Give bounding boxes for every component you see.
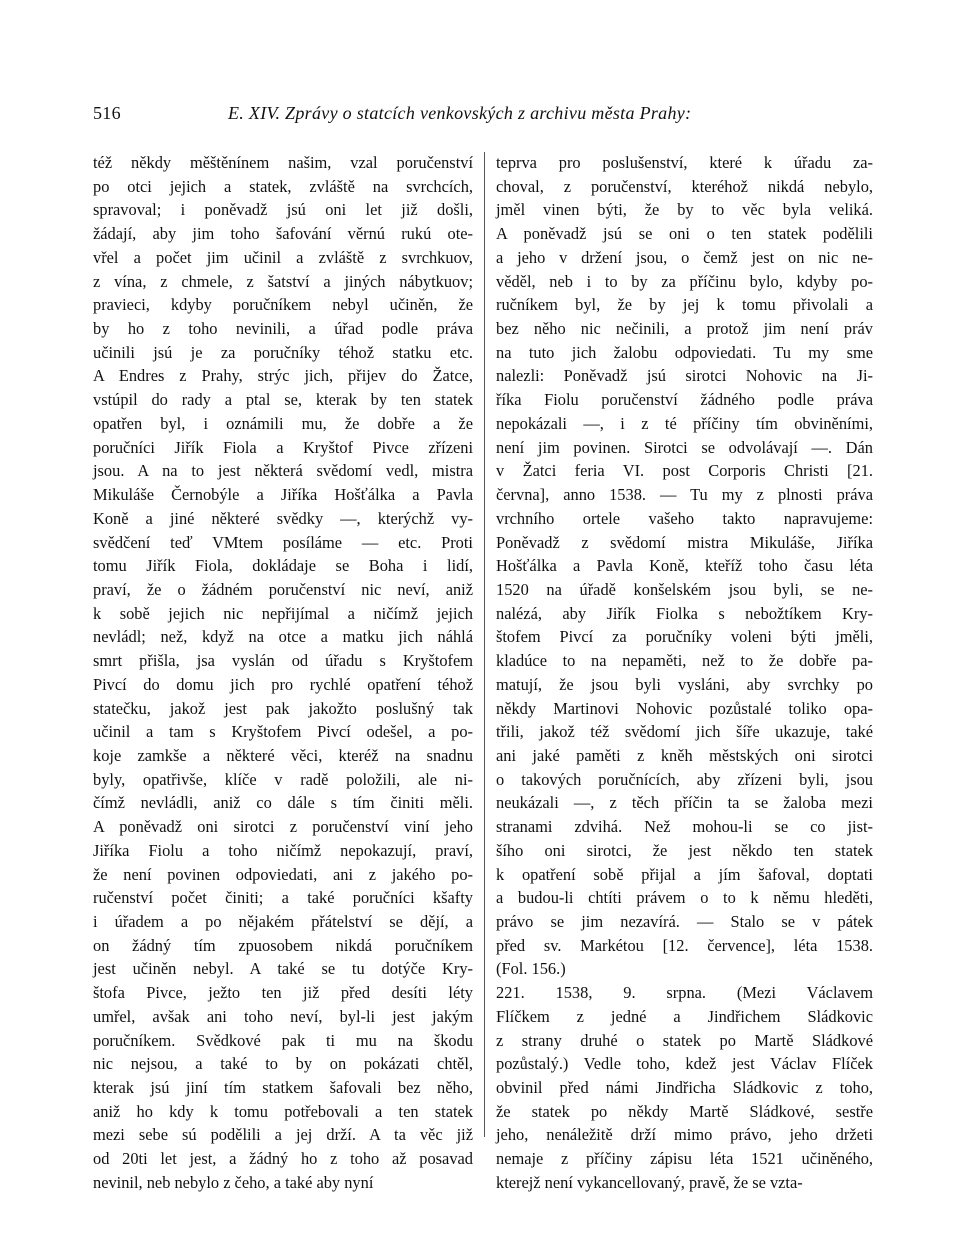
right-column-text-line: Flíčkem z jedné a Jindřichem Sládkovic (496, 1006, 873, 1026)
left-column-text-line: vstúpil do rady a ptal se, kterak by ten statek (93, 390, 473, 410)
right-column-text-line: není jim povinen. Sirotci se odvolávají —. Dán (496, 437, 873, 457)
left-column-text-line: Jiříka Fiolu a toho ničímž nepokazují, praví, (93, 840, 473, 860)
left-column-text-line: koje zamkše a některé věci, kteréž na snadnu (93, 745, 473, 765)
right-column (496, 151, 873, 1195)
right-column-text-line: věděl, neb i to by za příčinu bylo, kdyby po- (496, 271, 873, 291)
right-column-text-line: kterejž není vykancellovaný, pravě, že se vzta- (496, 1172, 803, 1192)
left-column-text-line: jest učiněn nebyl. A také se tu dotýče Kry- (93, 959, 473, 979)
left-column-text-line: Koně a jiné některé svědky —, kterýchž vy- (93, 508, 473, 528)
right-column-text-line: že statek po někdy Martě Sládkové, sestře (496, 1101, 873, 1121)
right-column-text-line: šího oni sirotci, že jest někdo ten statek (496, 840, 873, 860)
left-column-text-line: k sobě jejich nic nepřijímal a ničímž jejich (93, 603, 473, 623)
right-column-text-line: štofem Pivcí za poručníky voleni býti jměli, (496, 627, 873, 647)
left-column-text-line: že není povinen odpoviedati, ani z jakého po- (93, 864, 473, 884)
right-column-text-line: vrchního ortele vašeho takto napravujeme: (496, 508, 873, 528)
right-column-text-line: říka Fiolu poručenství žádného podle práva (496, 390, 873, 410)
left-column-text-line: Mikuláše Černobýle a Jiříka Hošťálka a Pavla (93, 485, 473, 505)
column-divider (484, 152, 485, 1137)
left-column-text-line: mezi sebe sú podělili a jej drží. A ta věc již (93, 1125, 473, 1145)
right-column-text-line: o takových poručnících, aby zřízeni byli, jsou (496, 769, 873, 789)
right-column-text-line: k opatření sobě přijal a jím šafoval, doptati (496, 864, 873, 884)
left-column-text-line: svědčení teď VMtem posíláme — etc. Proti (93, 532, 473, 552)
right-column-text-line: v Žatci feria VI. post Corporis Christi [21. (496, 461, 873, 481)
left-column-text-line: po otci jejich a statek, zvláště na svrchcích, (93, 176, 473, 196)
right-column-text-line: 221. 1538, 9. srpna. (Mezi Václavem (496, 983, 873, 1003)
right-column-text-line: června], anno 1538. — Tu my z plnosti práva (496, 485, 873, 505)
left-column-text-line: žádají, aby jim toho šafování věrnú rukú ote- (93, 224, 473, 244)
right-column-text-line: Poněvadž z svědomí mistra Mikuláše, Jiříka (496, 532, 873, 552)
left-column-text-line: statečku, jakož jest pak jakožto poslušný tak (93, 698, 473, 718)
right-column-text-line: neukázali —, z těch příčin ta se žaloba mezi (496, 793, 873, 813)
right-column-text-line: matují, že jsou byli vysláni, aby svrchky po (496, 674, 873, 694)
right-column-text-line: nalezli: Poněvadž jsú sirotci Nohovic na Ji- (496, 366, 873, 386)
left-column-text-line: vřel a počet jim učinil a zvláště z svrchkuov, (93, 247, 473, 267)
right-column-text-line: z strany druhé o statek po Martě Sládkové (496, 1030, 873, 1050)
left-column-text-line: nevinil, neb nebylo z čeho, a také aby nyní (93, 1172, 374, 1192)
right-column-text-line: jeho, nenáležitě drží mimo právo, jeho držeti (496, 1125, 873, 1145)
right-column-text-line: před sv. Markétou [12. července], léta 1538. (496, 935, 873, 955)
running-head: E. XIV. Zprávy o statcích venkovských z archivu města Prahy: (228, 103, 692, 123)
right-column-text-line: nepokázali —, i z té příčiny tím obviněními, (496, 413, 873, 433)
right-column-text-line: ručníkem byl, že by jej k tomu přivolali a (496, 295, 873, 315)
right-column-text-line: ani jaké paměti z kněh městských oni sirotci (496, 745, 873, 765)
left-column-text-line: učinili jsú je za poručníky téhož statku etc. (93, 342, 473, 362)
left-column-text-line: z vína, z chmele, z šatství a jiných nábytkuov; (93, 271, 473, 291)
left-column-text-line: jsou. A na to jest některá svědomí vedl, mistra (93, 461, 473, 481)
left-column-text-line: nic nejsou, a také to by on pokázati chtěl, (93, 1054, 473, 1074)
left-column-text-line: umřel, avšak ani toho neví, byl-li jest jakým (93, 1006, 473, 1026)
right-column-text-line: obvinil před námi Jindřicha Sládkovic z toho, (496, 1078, 873, 1098)
left-column-text-line: smrt přišla, jsa vyslán od úřadu s Kryštofem (93, 651, 473, 671)
right-column-text-line: A poněvadž jsú se oni o ten statek podělili (496, 224, 873, 244)
right-column-text-line: jměl vinen býti, že by to věc byla veliká. (496, 200, 873, 220)
left-column-text-line: od 20ti let jest, a žádný ho z toho až posavad (93, 1149, 473, 1169)
right-column-text-line: třili, jakož též svědomí jich šíře ukazuje, také (496, 722, 873, 742)
left-column-text-line: poručníkem. Svědkové pak ti mu na škodu (93, 1030, 473, 1050)
right-column-text-line: někdy Martinovi Nohovic pozůstalé toliko opa- (496, 698, 873, 718)
left-column-text-line: praví, že o žádném poručenství nic neví, aniž (93, 579, 473, 599)
right-column-text-line: 1520 na úřadě konšelském jsou byli, se ne- (496, 579, 873, 599)
left-column-text-line: štofa Pivce, ježto ten již před desíti léty (93, 983, 473, 1003)
left-column-text-line: A poněvadž oni sirotci z poručenství viní jeho (93, 817, 473, 837)
left-column-text-line: učinil a tam s Kryštofem Pivcí odešel, a po- (93, 722, 473, 742)
right-column-text-line: Hošťálka a Pavla Koně, kteříž toho času léta (496, 556, 873, 576)
right-column-text-line: pozůstalý.) Vedle toho, kdež jest Václav Flíček (496, 1054, 873, 1074)
left-column-text-line: ručenství počet činiti; a také poručníci kšafty (93, 888, 473, 908)
right-column-text-line: choval, z poručenství, kteréhož nikdá nebylo, (496, 176, 873, 196)
left-column-text-line: Pivcí do domu jich pro rychlé opatření téhož (93, 674, 473, 694)
right-column-text-line: a budou-li chtíti právem o to k němu hleděti, (496, 888, 873, 908)
left-column-text-line: A Endres z Prahy, strýc jich, přijev do Žatce, (93, 366, 473, 386)
left-column-text-line: čímž nevládli, aniž co dále s tím činiti měli. (93, 793, 473, 813)
right-column-text-line: kladúce to na nepaměti, než to že dobře pa- (496, 651, 873, 671)
left-column (93, 151, 473, 1195)
right-column-text-line: a jeho v držení jsou, o čemž jest on nic ne- (496, 247, 873, 267)
left-column-text-line: pravieci, kdyby poručníkem nebyl učiněn, že (93, 295, 473, 315)
left-column-text-line: aniž ho kdy k tomu potřebovali a ten statek (93, 1101, 473, 1121)
left-column-text-line: on žádný tím zpuosobem nikdá poručníkem (93, 935, 473, 955)
left-column-text-line: byly, opatřivše, klíče v radě položili, ale ni- (93, 769, 473, 789)
left-column-text-line: opatřen byl, i oznámili mu, že dobře a že (93, 413, 473, 433)
right-column-text-line: nalézá, aby Jiřík Fiolka s nebožtíkem Kry- (496, 603, 873, 623)
left-column-text-line: nevládl; než, když na otce a matku jich náhlá (93, 627, 473, 647)
right-column-text-line: stranami zdvihá. Než mohou-li se co jist- (496, 817, 873, 837)
right-column-text-line: na tuto jich žalobu odpoviedati. Tu my sme (496, 342, 873, 362)
left-column-text-line: kterak jsú jiní tím statkem šafovali bez něho, (93, 1078, 473, 1098)
page-header (93, 103, 873, 129)
right-column-text-line: nemaje z příčiny zápisu léta 1521 učiněného, (496, 1149, 873, 1169)
page-number: 516 (93, 103, 121, 123)
left-column-text-line: tomu Jiřík Fiola, dokládaje se Boha i lidí, (93, 556, 473, 576)
left-column-text-line: spravoval; i poněvadž jsú oni let již došli, (93, 200, 473, 220)
right-column-text-line: teprva pro poslušenství, které k úřadu za- (496, 153, 873, 172)
left-column-text-line: též někdy měštěnínem našim, vzal poručenství (93, 153, 473, 172)
right-column-text-line: bez něho nic nečinili, a protož jim není práv (496, 319, 873, 339)
left-column-text-line: by ho z toho nevinili, a úřad podle práva (93, 319, 473, 339)
left-column-text-line: poručníci Jiřík Fiola a Kryštof Pivce zřízeni (93, 437, 473, 457)
right-column-text-line: (Fol. 156.) (496, 959, 566, 979)
left-column-text-line: i úřadem a po nějakém přátelství se dějí, a (93, 912, 473, 931)
right-column-text-line: právo se jim nezavírá. — Stalo se v pátek (496, 912, 873, 931)
